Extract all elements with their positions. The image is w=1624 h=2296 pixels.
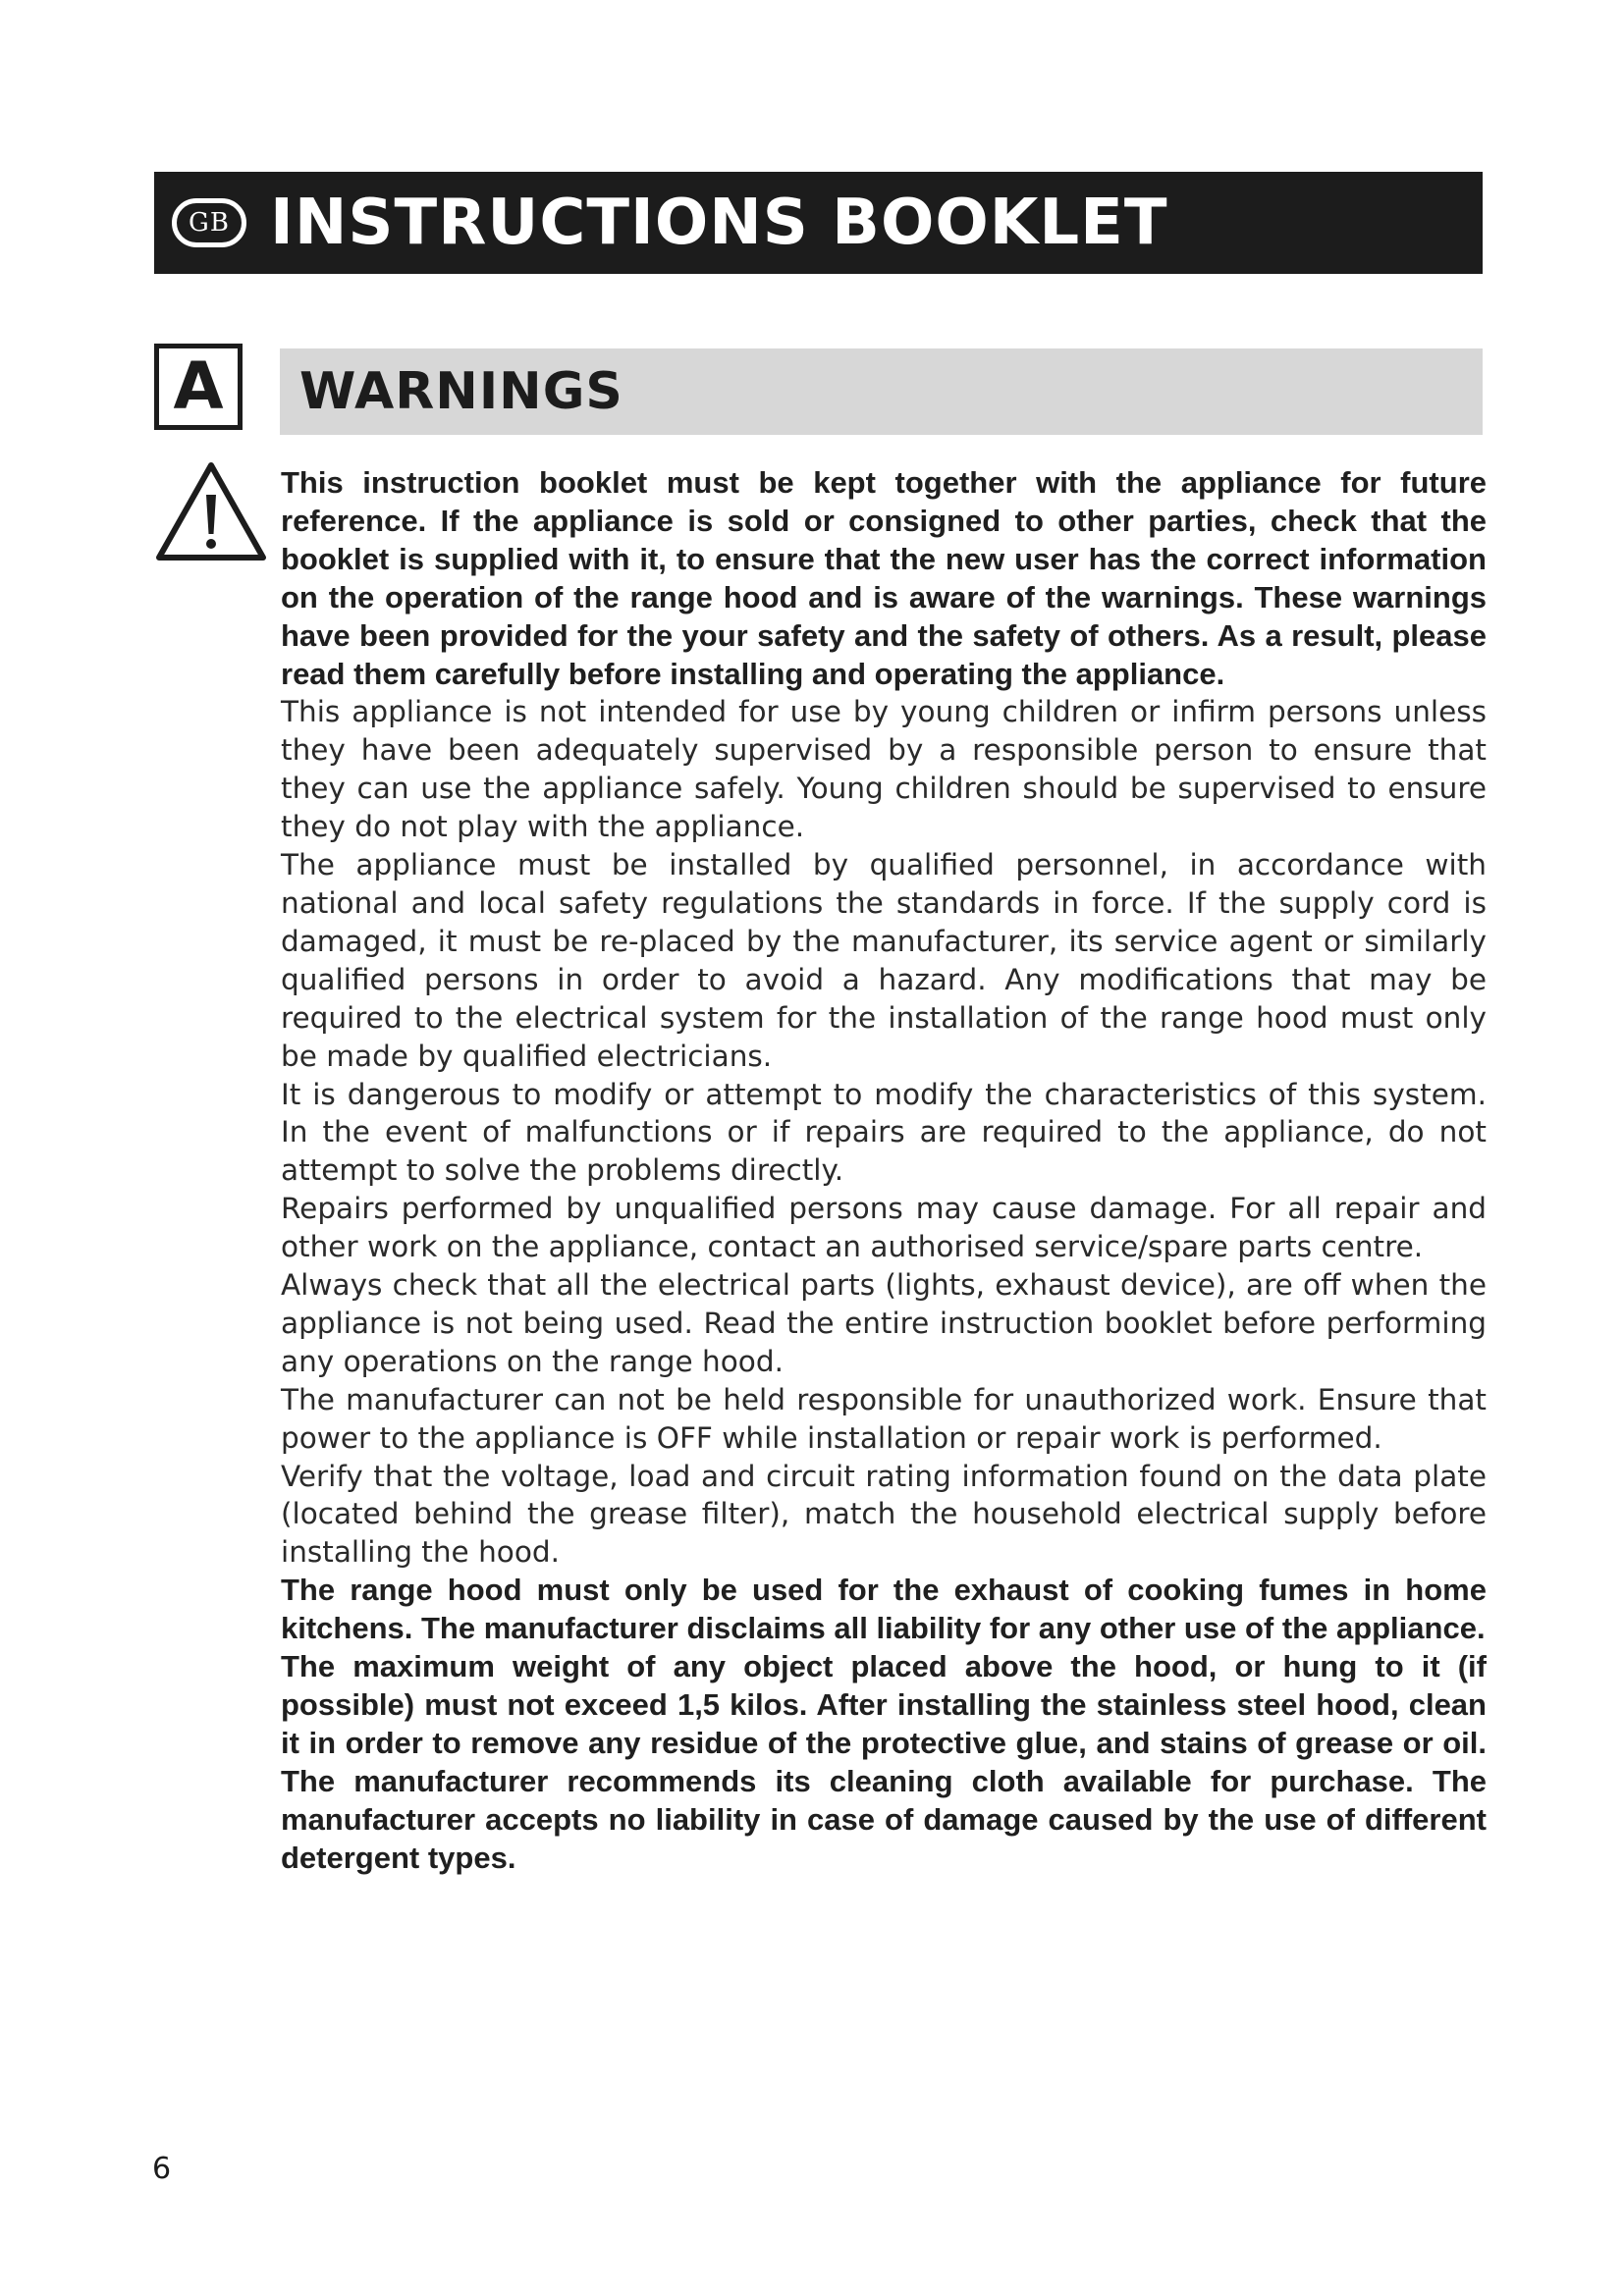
section-title: WARNINGS — [299, 362, 623, 421]
page-number: 6 — [152, 2152, 172, 2186]
booklet-title-bar — [154, 172, 1483, 274]
warning-paragraph: The range hood must only be used for the exhaust of cooking fumes in home kitchens. The manufacturer disclaims all liability for any other use of the appliance. — [281, 1573, 1487, 1646]
section-header-bar — [280, 348, 1483, 435]
warning-paragraph: Always check that all the electrical parts (lights, exhaust device), are off when the appliance is not being used. Read the entire instruction booklet before performing any operations on the range hood. — [281, 1268, 1487, 1378]
warning-paragraph: This instruction booklet must be kept together with the appliance for future reference. If the appliance is sold or consigned to other parties, check that the booklet is supplied with it, to ensure that the new user has the correct information on the operation of the range hood and is aware of the warnings. These warnings have been provided for the your safety and the safety of others. As a result, please read them carefully before installing and operating the appliance. — [281, 465, 1487, 691]
gb-badge-label: GB — [189, 208, 230, 238]
section-letter: A — [173, 348, 224, 424]
section-letter-box — [154, 344, 243, 430]
warning-paragraph: Repairs performed by unqualified persons may cause damage. For all repair and other work on the appliance, contact an authorised service/spare parts centre. — [281, 1192, 1487, 1264]
warning-paragraph: The maximum weight of any object placed above the hood, or hung to it (if possible) must not exceed 1,5 kilos. After installing the stainless steel hood, clean it in order to remove any residue of the protective glue, and stains of grease or oil. The manufacturer recommends its cleaning cloth available for purchase. The manufacturer accepts no liability in case of damage caused by the use of different detergent types. — [281, 1649, 1487, 1875]
gb-language-badge — [172, 198, 246, 247]
warning-paragraph: The appliance must be installed by qualified personnel, in accordance with national and local safety regulations the standards in force. If the supply cord is damaged, it must be re-placed by the manufacturer, its service agent or similarly qualified persons in order to avoid a hazard. Any modifications that may be required to the electrical system for the installation of the range hood must only be made by qualified electricians. — [281, 848, 1487, 1073]
booklet-title: INSTRUCTIONS BOOKLET — [270, 187, 1168, 259]
warning-paragraph: Verify that the voltage, load and circuit rating information found on the data plate (located behind the grease filter), match the household electrical supply before installing the hood. — [281, 1459, 1487, 1570]
warnings-body — [281, 464, 1487, 1878]
warning-paragraph: This appliance is not intended for use by young children or infirm persons unless they have been adequately supervised by a responsible person to ensure that they can use the appliance safely. Young children should be supervised to ensure they do not play with the appliance. — [281, 695, 1487, 844]
warning-triangle-icon — [152, 459, 270, 563]
warning-paragraph: It is dangerous to modify or attempt to modify the characteristics of this system. In the event of malfunctions or if repairs are required to the appliance, do not attempt to solve the problems directly. — [281, 1077, 1487, 1188]
warning-paragraph: The manufacturer can not be held responsible for unauthorized work. Ensure that power to the appliance is OFF while installation or repair work is performed. — [281, 1382, 1487, 1455]
